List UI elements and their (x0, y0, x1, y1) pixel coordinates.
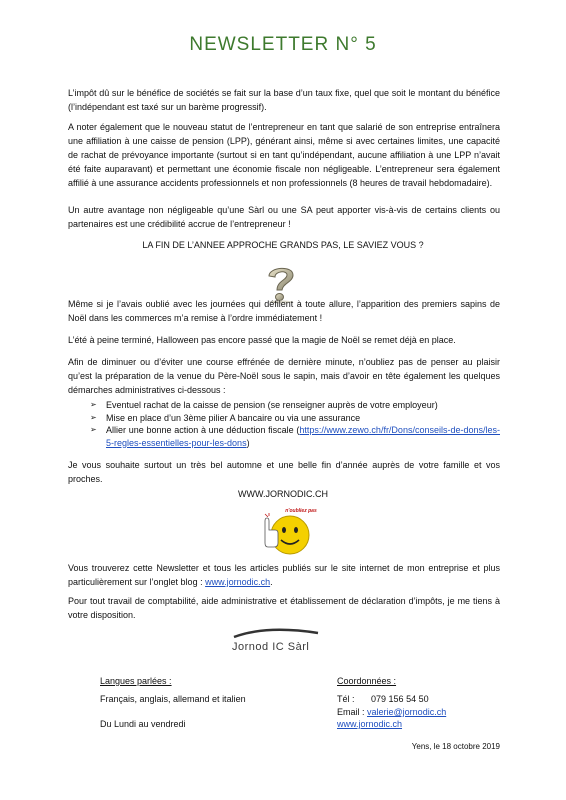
contact-heading-text: Coordonnées : (337, 676, 397, 686)
paragraph-christmas-trees: Même si je l’avais oublié avec les journées qui défilent à toute allure, l’apparition des premiers sapins de Noël dans les commerces m’a remise à l’ordre immédiatement ! (68, 299, 500, 323)
paragraph-blog (68, 561, 500, 589)
paragraph-pension: A noter également que le nouveau statut de l’entrepreneur en tant que salarié de son entreprise entraînera une affiliation à une caisse de pension (LPP), générant ainsi, même si avec certaines limites, une capacité de rachat de prévoyance importante (surtout si en tant qu’indépendant, aucune affiliation à une LPP n’avait été faite auparavant) et permettant une économie fiscale non négligeable. L’entrepreneur sera également affilié à une assurance accidents professionnels et non professionnels (8 heures de travail hebdomadaire). (68, 122, 500, 188)
hours-value: Du Lundi au vendredi (100, 719, 186, 729)
list-item-text-after: ) (246, 437, 250, 448)
website-row (337, 718, 402, 730)
bullet-arrow-icon: ➢ (90, 425, 97, 434)
paragraph-credibility: Un autre avantage non négligeable qu’une Sàrl ou une SA peut apporter vis-à-vis de certains clients ou partenaires est une crédibilité accrue de l’entrepreneur ! (68, 205, 500, 229)
bullet-arrow-icon: ➢ (90, 400, 97, 409)
phone-row (337, 693, 429, 705)
list-item-text: Mise en place d’un 3ème pilier A bancaire ou via une assurance (106, 412, 361, 423)
languages-heading (100, 675, 172, 687)
smiley-icon (257, 505, 317, 557)
website-center: WWW.JORNODIC.CH (238, 489, 328, 499)
list-item (90, 424, 500, 449)
paragraph-halloween: L’été à peine terminé, Halloween pas encore passé que la magie de Noël se remet déjà en place. (68, 335, 456, 345)
paragraph-admin-steps: Afin de diminuer ou d’éviter une course effrénée de dernière minute, n’oubliez pas de penser au plaisir qu’est la préparation de la venue du Père-Noël sous le sapin, mais d’avoir en tête également les quelques démarches administratives ci-dessous : (68, 357, 500, 395)
smiley-label: n'oubliez pas (285, 508, 317, 514)
email-row (337, 706, 446, 718)
contact-heading (337, 675, 396, 687)
blog-text-after: . (270, 577, 273, 587)
phone-label: Tél : (337, 694, 355, 704)
paragraph-services: Pour tout travail de comptabilité, aide administrative et établissement de déclaration d’impôts, je me tiens à votre disposition. (68, 596, 500, 620)
page-title: NEWSLETTER N° 5 (189, 34, 377, 55)
bullet-arrow-icon: ➢ (90, 412, 97, 422)
list-item (90, 399, 500, 412)
email-link[interactable]: valerie@jornodic.ch (367, 707, 447, 717)
paragraph-tax: L’impôt dû sur le bénéfice de sociétés se fait sur la base d’un taux fixe, quel que soit le montant du bénéfice (l’indépendant est taxé sur un barème progressif). (68, 88, 500, 112)
list-item-text: Eventuel rachat de la caisse de pension (se renseigner auprès de votre employeur) (106, 400, 438, 410)
blog-text: Vous trouverez cette Newsletter et tous les articles publiés sur le site internet de mon entreprise et plus particulièrement sur l’onglet blog : (68, 563, 500, 587)
list-item-text: Allier une bonne action à une déduction fiscale ( (106, 425, 300, 435)
languages-heading-text: Langues parlées : (100, 676, 172, 686)
zewo-link[interactable]: https://www.zewo.ch/fr/Dons/conseils-de-dons/les-5-regles-essentielles-pour-les-dons (106, 425, 500, 448)
blog-link[interactable]: www.jornodic.ch (205, 577, 271, 587)
date-line: Yens, le 18 octobre 2019 (411, 742, 500, 751)
logo-text: Jornod IC Sàrl (232, 641, 310, 653)
list-item (90, 412, 500, 425)
paragraph-wishes: Je vous souhaite surtout un très bel automne et une belle fin d’année auprès de votre famille et vos proches. (68, 460, 500, 484)
languages-value: Français, anglais, allemand et italien (100, 694, 246, 704)
admin-steps-list (90, 399, 500, 449)
email-label: Email : (337, 707, 365, 717)
website-link[interactable]: www.jornodic.ch (337, 719, 403, 729)
phone-value: 079 156 54 50 (371, 694, 429, 704)
section-heading: LA FIN DE L’ANNEE APPROCHE GRANDS PAS, LE SAVIEZ VOUS ? (142, 240, 424, 250)
